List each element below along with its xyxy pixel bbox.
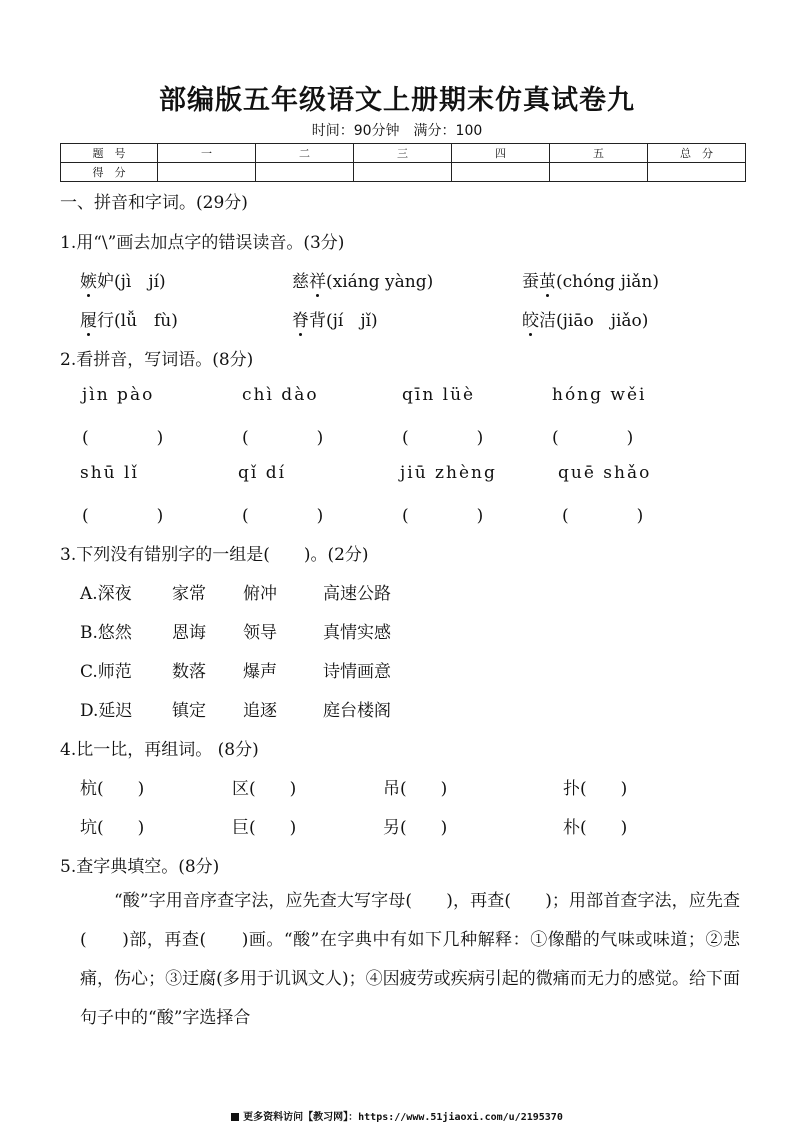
score-header-cell: 总 分 <box>648 144 746 163</box>
compare-blank[interactable]: 吊( ) <box>383 779 448 799</box>
question-5-prompt: 5.查字典填空。(8分) <box>60 857 220 877</box>
score-cell[interactable] <box>256 163 354 182</box>
option-word: 镇定 <box>172 701 206 721</box>
compare-blank[interactable]: 杭( ) <box>80 779 145 799</box>
dotted-char: 嫉 <box>80 272 97 292</box>
compare-blank[interactable]: 朴( ) <box>563 818 628 838</box>
score-header-cell: 二 <box>256 144 354 163</box>
score-cell[interactable] <box>452 163 550 182</box>
dotted-char: 祥 <box>309 272 326 292</box>
pinyin-prompt: shū lǐ <box>80 463 139 483</box>
score-table-header-row <box>61 144 746 163</box>
pinyin-prompt: quē shǎo <box>558 463 652 483</box>
option-word: 诗情画意 <box>323 662 391 682</box>
option-word: 俯冲 <box>243 584 277 604</box>
answer-blank[interactable]: ( ) <box>242 506 324 526</box>
question-1-prompt: 1.用“\”画去加点字的错误读音。(3分) <box>60 233 345 253</box>
section-heading: 一、拼音和字词。(29分) <box>60 193 248 213</box>
question-4-prompt: 4.比一比，再组词。 (8分) <box>60 740 259 760</box>
compare-blank[interactable]: 扑( ) <box>563 779 628 799</box>
pinyin-options: (chóng jiǎn) <box>556 272 659 292</box>
option-word: 高速公路 <box>323 584 391 604</box>
option-b[interactable]: B.悠然 <box>80 623 132 643</box>
score-header-cell: 题 号 <box>61 144 158 163</box>
option-word: 庭台楼阁 <box>323 701 391 721</box>
option-word: 领导 <box>243 623 277 643</box>
pinyin-options: (jiāo jiǎo) <box>556 311 649 331</box>
question-2-prompt: 2.看拼音，写词语。(8分) <box>60 350 254 370</box>
q1-item <box>522 267 659 292</box>
q1-item <box>522 306 648 331</box>
score-header-cell: 一 <box>158 144 256 163</box>
q1-item <box>292 267 433 292</box>
option-a[interactable]: A.深夜 <box>80 584 132 604</box>
dotted-char: 履 <box>80 311 97 331</box>
option-word: 追逐 <box>243 701 277 721</box>
plain-char: 洁 <box>539 311 556 331</box>
exam-meta: 时间：90分钟 满分：100 <box>311 123 483 139</box>
score-table-score-row <box>61 163 746 182</box>
pinyin-prompt: jiū zhèng <box>400 463 497 483</box>
plain-char: 蚕 <box>522 272 539 292</box>
score-header-cell: 三 <box>354 144 452 163</box>
score-table <box>60 143 746 182</box>
option-word: 恩诲 <box>172 623 206 643</box>
answer-blank[interactable]: ( ) <box>402 506 484 526</box>
option-word: 家常 <box>172 584 206 604</box>
pinyin-prompt: chì dào <box>242 385 319 405</box>
compare-blank[interactable]: 巨( ) <box>232 818 297 838</box>
score-cell[interactable] <box>158 163 256 182</box>
pinyin-options: (jí jǐ) <box>326 311 378 331</box>
q5-text: “酸”字用音序查字法，应先查大写字母( )，再查( )；用部首查字法，应先查( )部，再查( )画。“酸”在字典中有如下几种解释：①像醋的气味或味道；②悲痛，伤心；③迂腐(多用于讥讽文人)；④因疲劳或疾病引起的微痛而无力的感觉。给下面句子中的“酸”字选择合 <box>80 891 740 1028</box>
option-word: 真情实感 <box>323 623 391 643</box>
plain-char: 妒 <box>97 272 114 292</box>
pinyin-options: (jì jí) <box>114 272 166 292</box>
pinyin-options: (lǚ fù) <box>114 311 178 331</box>
option-word: 数落 <box>172 662 206 682</box>
score-row-label: 得 分 <box>61 163 158 182</box>
answer-blank[interactable]: ( ) <box>82 428 164 448</box>
answer-blank[interactable]: ( ) <box>552 428 634 448</box>
plain-char: 慈 <box>292 272 309 292</box>
score-cell[interactable] <box>354 163 452 182</box>
footer-link[interactable]: 更多资料访问【教习网】：https://www.51jiaoxi.com/u/2195370 <box>243 1112 563 1123</box>
score-header-cell: 五 <box>550 144 648 163</box>
answer-blank[interactable]: ( ) <box>562 506 644 526</box>
pinyin-prompt: qǐ dí <box>238 463 287 483</box>
score-cell[interactable] <box>648 163 746 182</box>
page-title: 部编版五年级语文上册期末仿真试卷九 <box>159 85 635 116</box>
dotted-char: 茧 <box>539 272 556 292</box>
score-header-cell: 四 <box>452 144 550 163</box>
question-5-paragraph <box>80 882 740 1038</box>
dotted-char: 皎 <box>522 311 539 331</box>
compare-blank[interactable]: 坑( ) <box>80 818 145 838</box>
q1-item <box>80 267 166 292</box>
pinyin-prompt: qīn lüè <box>402 385 476 405</box>
answer-blank[interactable]: ( ) <box>402 428 484 448</box>
compare-blank[interactable]: 另( ) <box>383 818 448 838</box>
pinyin-options: (xiáng yàng) <box>326 272 434 292</box>
option-d[interactable]: D.延迟 <box>80 701 133 721</box>
option-word: 爆声 <box>243 662 277 682</box>
dotted-char: 脊 <box>292 311 309 331</box>
compare-blank[interactable]: 区( ) <box>232 779 297 799</box>
flag-icon <box>231 1113 239 1121</box>
answer-blank[interactable]: ( ) <box>82 506 164 526</box>
answer-blank[interactable]: ( ) <box>242 428 324 448</box>
footer <box>0 1108 794 1123</box>
option-c[interactable]: C.师范 <box>80 662 132 682</box>
pinyin-prompt: jìn pào <box>82 385 155 405</box>
q1-item <box>80 306 178 331</box>
plain-char: 行 <box>97 311 114 331</box>
question-3-prompt: 3.下列没有错别字的一组是( )。(2分) <box>60 545 369 565</box>
pinyin-prompt: hóng wěi <box>552 385 647 405</box>
score-cell[interactable] <box>550 163 648 182</box>
q1-item <box>292 306 378 331</box>
plain-char: 背 <box>309 311 326 331</box>
